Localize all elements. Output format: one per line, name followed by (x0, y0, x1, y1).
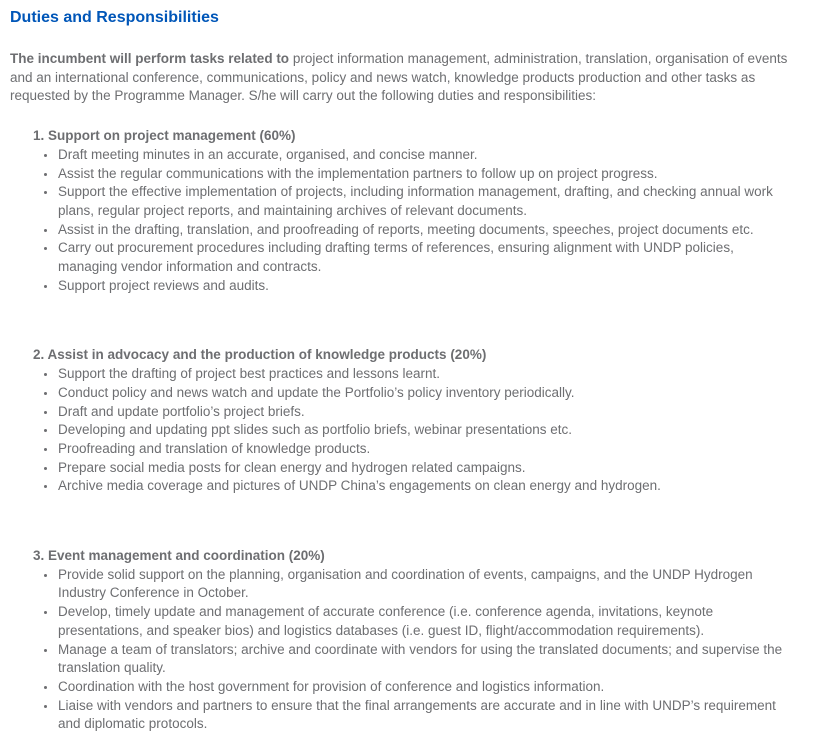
bullet-item: • Proofreading and translation of knowledge products. (57, 440, 787, 459)
bullet-item: • Coordination with the host government for provision of conference and logistics information. (57, 678, 787, 697)
bullet-item: • Support the effective implementation of projects, including information management, drafting, and checking annual work plans, regular project reports, and maintaining archives of relevant documents. (57, 183, 787, 220)
bullet-item: • Draft meeting minutes in an accurate, organised, and concise manner. (57, 146, 787, 165)
page-title: Duties and Responsibilities (10, 9, 219, 26)
bullet-item: • Developing and updating ppt slides such as portfolio briefs, webinar presentations etc. (57, 421, 787, 440)
bullet-item: • Prepare social media posts for clean energy and hydrogen related campaigns. (57, 459, 787, 478)
bullet-list (33, 365, 812, 496)
section-heading: 1. Support on project management (60%) (33, 128, 296, 144)
bullet-item: • Provide solid support on the planning, organisation and coordination of events, campaigns, and the UNDP Hydrogen Industry Conference in October. (57, 566, 787, 603)
intro-paragraph (10, 50, 812, 106)
intro-body-text: project information management, administration, translation, organisation of events and an international conference, communications, policy and news watch, knowledge products production and other tasks as requested by the Programme Manager. S/he will carry out the following duties and responsibilities: (10, 51, 788, 104)
bullet-item: • Liaise with vendors and partners to ensure that the final arrangements are accurate and in line with UNDP’s requirement and diplomatic protocols. (57, 697, 787, 734)
bullet-item: • Archive media coverage and pictures of UNDP China’s engagements on clean energy and hydrogen. (57, 477, 787, 496)
bullet-item: • Support project reviews and audits. (57, 277, 787, 296)
bullet-item: • Carry out procurement procedures including drafting terms of references, ensuring alignment with UNDP policies, managing vendor information and contracts. (57, 239, 787, 276)
section-heading: 2. Assist in advocacy and the production of knowledge products (20%) (33, 347, 487, 363)
bullet-list (33, 566, 812, 734)
bullet-item: • Conduct policy and news watch and update the Portfolio’s policy inventory periodically. (57, 384, 787, 403)
bullet-item: • Manage a team of translators; archive and coordinate with vendors for using the translated documents; and supervise the translation quality. (57, 641, 787, 678)
duty-section (33, 346, 812, 547)
bullet-item: • Support the drafting of project best practices and lessons learnt. (57, 365, 787, 384)
section-heading: 3. Event management and coordination (20%) (33, 548, 325, 564)
sections (10, 127, 812, 734)
bullet-item: • Draft and update portfolio’s project briefs. (57, 403, 787, 422)
bullet-item: • Develop, timely update and management of accurate conference (i.e. conference agenda, invitations, keynote presentations, and speaker bios) and logistics databases (i.e. guest ID, flight/accommodation requirements). (57, 603, 787, 640)
duty-section (33, 127, 812, 346)
bullet-list (33, 146, 812, 296)
bullet-item: • Assist in the drafting, translation, and proofreading of reports, meeting documents, speeches, project documents etc. (57, 221, 787, 240)
intro-lead-text: The incumbent will perform tasks related to (10, 51, 290, 66)
bullet-item: • Assist the regular communications with the implementation partners to follow up on project progress. (57, 165, 787, 184)
duty-section (33, 547, 812, 734)
